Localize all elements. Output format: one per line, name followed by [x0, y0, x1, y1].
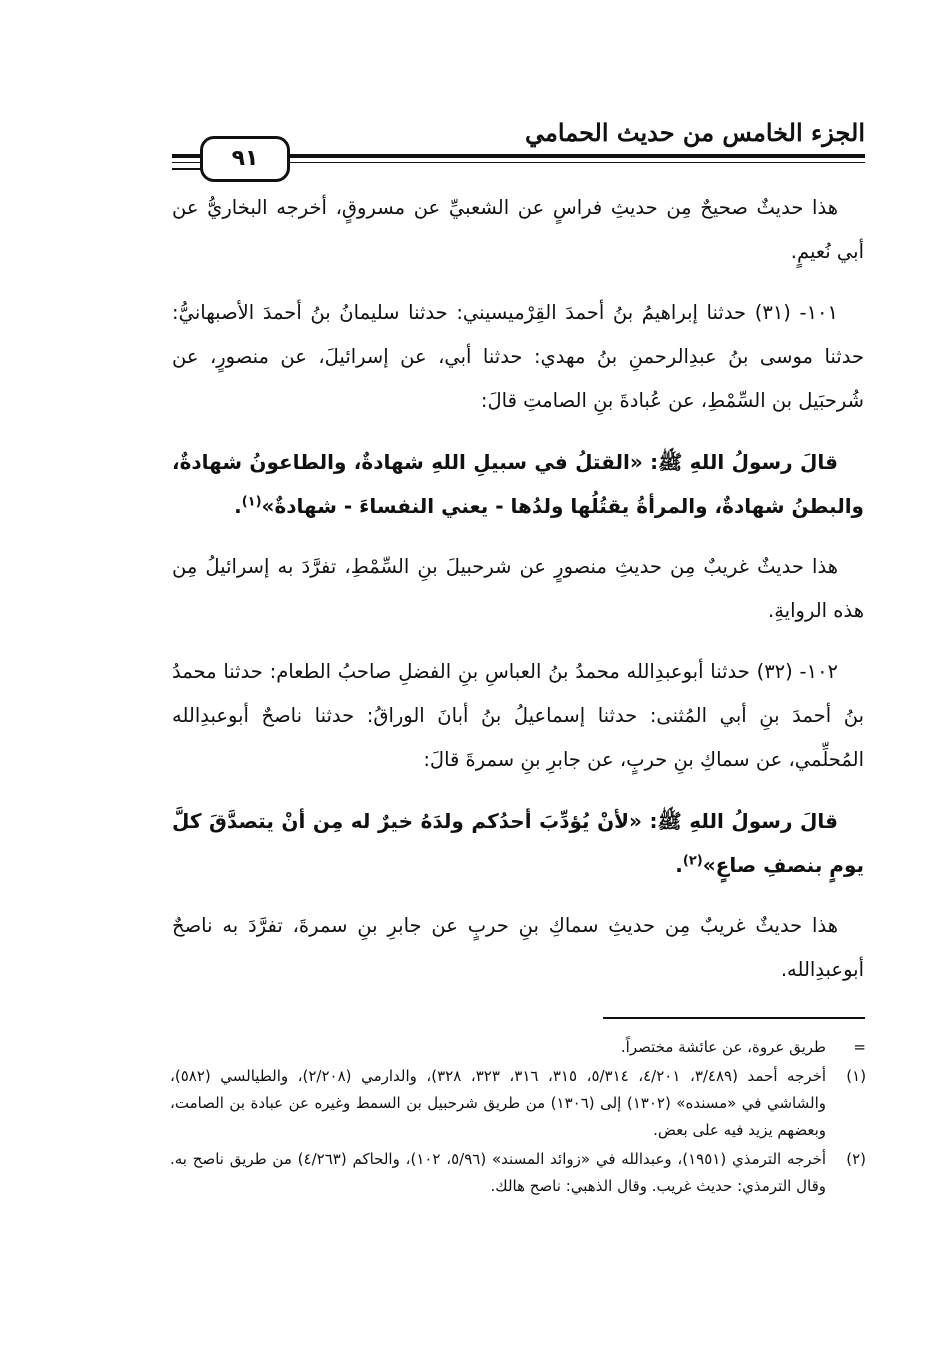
paragraph-text: ١٠٢- (٣٢) حدثنا أبوعبدِالله محمدُ بنُ العباسِ بنِ الفضلِ صاحبُ الطعام: حدثنا محمدُ بنُ أحمدَ بنِ أبي المُثنى: حدثنا إسماعيلُ بنُ أبانَ الوراقُ: حدثنا ناصحٌ أبوعبدِالله المُحلِّمي، عن سماكِ بنِ حربٍ، عن جابرِ بنِ سمرةَ قالَ: — [172, 660, 864, 771]
footnote-ref-1[interactable]: (١) — [241, 494, 262, 510]
hadith-tail: . — [675, 853, 683, 877]
footnote-separator — [603, 1017, 865, 1019]
footnote-marker: (١) — [846, 1067, 867, 1085]
paragraph-text: هذا حديثٌ غريبٌ مِن حديثِ سماكِ بنِ حربٍ عن جابرِ بنِ سمرةَ، تفرَّدَ به ناصحٌ أبوعبدِالله. — [172, 914, 864, 981]
footnotes — [170, 1034, 866, 1202]
running-header-title: الجزء الخامس من حديث الحمامي — [525, 118, 865, 147]
paragraph-text: ١٠١- (٣١) حدثنا إبراهيمُ بنُ أحمدَ القِرْميسيني: حدثنا سليمانُ بنُ أحمدَ الأصبهانيُّ: حدثنا موسى بنُ عبدِالرحمنِ بنُ مهدي: حدثنا أبي، عن إسرائيلَ، عن منصورٍ، عن شُرحبَيل بن السِّمْطِ، عن عُبادةَ بنِ الصامتِ قالَ: — [172, 301, 864, 412]
hadith-text: قالَ رسولُ اللهِ ﷺ: «لأنْ يُؤدِّبَ أحدُكم ولدَهُ خيرٌ له مِن أنْ يتصدَّقَ كلَّ يومٍ بنصفِ صاعٍ» — [172, 809, 864, 877]
footnote-text: أخرجه الترمذي (١٩٥١)، وعبدالله في «زوائد المسند» (٥/٩٦، ١٠٢)، والحاكم (٤/٢٦٣) من طريق ناصح به. وقال الترمذي: حديث غريب. وقال الذهبي: ناصح هالك. — [170, 1150, 827, 1195]
page-number-badge: ٩١ — [200, 136, 290, 182]
footnote-1 — [170, 1063, 866, 1144]
footnote-ref-2[interactable]: (٢) — [682, 853, 703, 869]
paragraph-verdict-3 — [172, 904, 864, 992]
main-text — [172, 186, 864, 1009]
paragraph-hadith-101 — [172, 440, 864, 528]
paragraph-isnad-102 — [172, 650, 864, 782]
paragraph-hadith-102 — [172, 799, 864, 887]
paragraph-verdict-2 — [172, 545, 864, 633]
hadith-tail: . — [234, 494, 242, 518]
footnote-2 — [170, 1146, 866, 1200]
footnote-continued — [170, 1034, 866, 1061]
hadith-text: قالَ رسولُ اللهِ ﷺ: «القتلُ في سبيلِ اللهِ شهادةٌ، والطاعونُ شهادةٌ، والبطنُ شهادةٌ، والمرأةُ يقتُلُها ولدُها - يعني النفساءَ - شهادةٌ» — [172, 450, 864, 518]
paragraph-text: هذا حديثٌ صحيحٌ مِن حديثِ فراسٍ عن الشعبيِّ عن مسروقٍ، أخرجه البخاريُّ عن أبي نُعيمٍ. — [172, 196, 864, 263]
paragraph-verdict-1 — [172, 186, 864, 274]
footnote-text: أخرجه أحمد (٣/٤٨٩، ٤/٢٠١، ٥/٣١٤، ٣١٥، ٣١٦، ٣٢٣، ٣٢٨)، والدارمي (٢/٢٠٨)، والطيالسي (٥٨٢)، والشاشي في «مسنده» (١٣٠٢) إلى (١٣٠٦) من طريق شرحبيل بن السمط وغيره عن عبادة بن الصامت، وبعضهم يزيد فيه على بعض. — [170, 1067, 827, 1139]
footnote-marker: (٢) — [846, 1150, 867, 1168]
paragraph-isnad-101 — [172, 291, 864, 423]
footnote-text: طريق عروة، عن عائشة مختصراً. — [620, 1038, 826, 1056]
footnote-marker: = — [853, 1038, 866, 1056]
paragraph-text: هذا حديثٌ غريبٌ مِن حديثِ منصورٍ عن شرحبيلَ بنِ السِّمْطِ، تفرَّدَ به إسرائيلُ مِن هذه الروايةِ. — [172, 555, 864, 622]
